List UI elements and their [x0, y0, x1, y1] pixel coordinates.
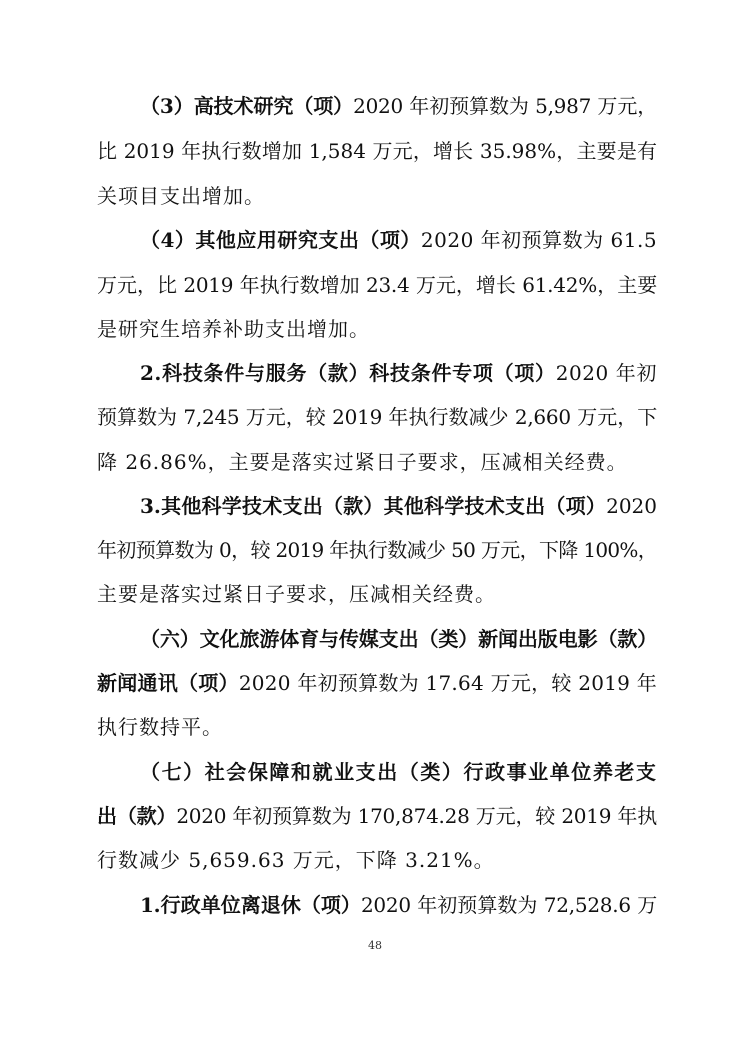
- line-text: 比 2019 年执行数增加 1,584 万元，增长 35.98%，主要是有: [97, 139, 657, 163]
- bold-heading: （六）文化旅游体育与传媒支出（类）新闻出版电影（款）: [140, 627, 657, 651]
- line-text: 是研究生培养补助支出增加。: [97, 317, 370, 341]
- text-line: [97, 131, 657, 171]
- line-text: 2020 年初预算数为 17.64 万元，较 2019 年: [238, 671, 658, 695]
- bold-heading: 2.科技条件与服务（款）科技条件专项（项）: [140, 361, 556, 385]
- text-line: [97, 530, 657, 570]
- text-line: [97, 796, 657, 836]
- line-text: 2020 年初: [555, 361, 657, 385]
- line-text: 2020 年初预算数为 72,528.6 万: [360, 893, 657, 917]
- page-number: 48: [368, 939, 382, 952]
- line-text: 主要是落实过紧日子要求，压减相关经费。: [97, 582, 496, 606]
- bold-heading: 3.其他科学技术支出（款）其他科学技术支出（项）: [140, 494, 607, 518]
- bold-heading: （4）其他应用研究支出（项）: [140, 228, 421, 252]
- line-text: 2020 年初预算数为 170,874.28 万元，较 2019 年执: [176, 804, 657, 828]
- line-text: 关项目支出增加。: [97, 184, 265, 208]
- line-text: 预算数为 7,245 万元，较 2019 年执行数减少 2,660 万元，下: [97, 405, 657, 429]
- text-line: [97, 574, 657, 614]
- text-line: [97, 176, 657, 216]
- line-text: 2020 年初预算数为 5,987 万元，: [353, 94, 657, 118]
- text-line: [97, 663, 657, 703]
- text-line: [140, 885, 657, 925]
- line-text: 降 26.86%，主要是落实过紧日子要求，压减相关经费。: [97, 450, 628, 474]
- bold-heading: （七）社会保障和就业支出（类）行政事业单位养老支: [140, 760, 657, 784]
- text-line: [97, 442, 657, 482]
- bold-heading: （3）高技术研究（项）: [140, 94, 354, 118]
- text-line: [97, 265, 657, 305]
- bold-heading: 出（款）: [97, 804, 177, 828]
- text-line: [97, 707, 657, 747]
- text-line: [140, 486, 657, 526]
- text-line: [140, 220, 657, 260]
- line-text: 万元，比 2019 年执行数增加 23.4 万元，增长 61.42%，主要: [97, 273, 657, 297]
- line-text: 年初预算数为 0，较 2019 年执行数减少 50 万元，下降 100%，: [97, 538, 657, 562]
- bold-heading: 新闻通讯（项）: [97, 671, 239, 695]
- line-text: 2020: [606, 494, 657, 518]
- line-text: 2020 年初预算数为 61.5: [420, 228, 658, 252]
- text-line: [140, 353, 657, 393]
- text-line: [140, 86, 657, 126]
- text-line: [140, 752, 657, 792]
- text-line: [97, 397, 657, 437]
- bold-heading: 1.行政单位离退休（项）: [140, 893, 361, 917]
- line-text: 执行数持平。: [97, 715, 223, 739]
- text-line: [97, 840, 657, 880]
- line-text: 行数减少 5,659.63 万元，下降 3.21%。: [97, 848, 495, 872]
- text-line: [97, 309, 657, 349]
- text-line: [140, 619, 657, 659]
